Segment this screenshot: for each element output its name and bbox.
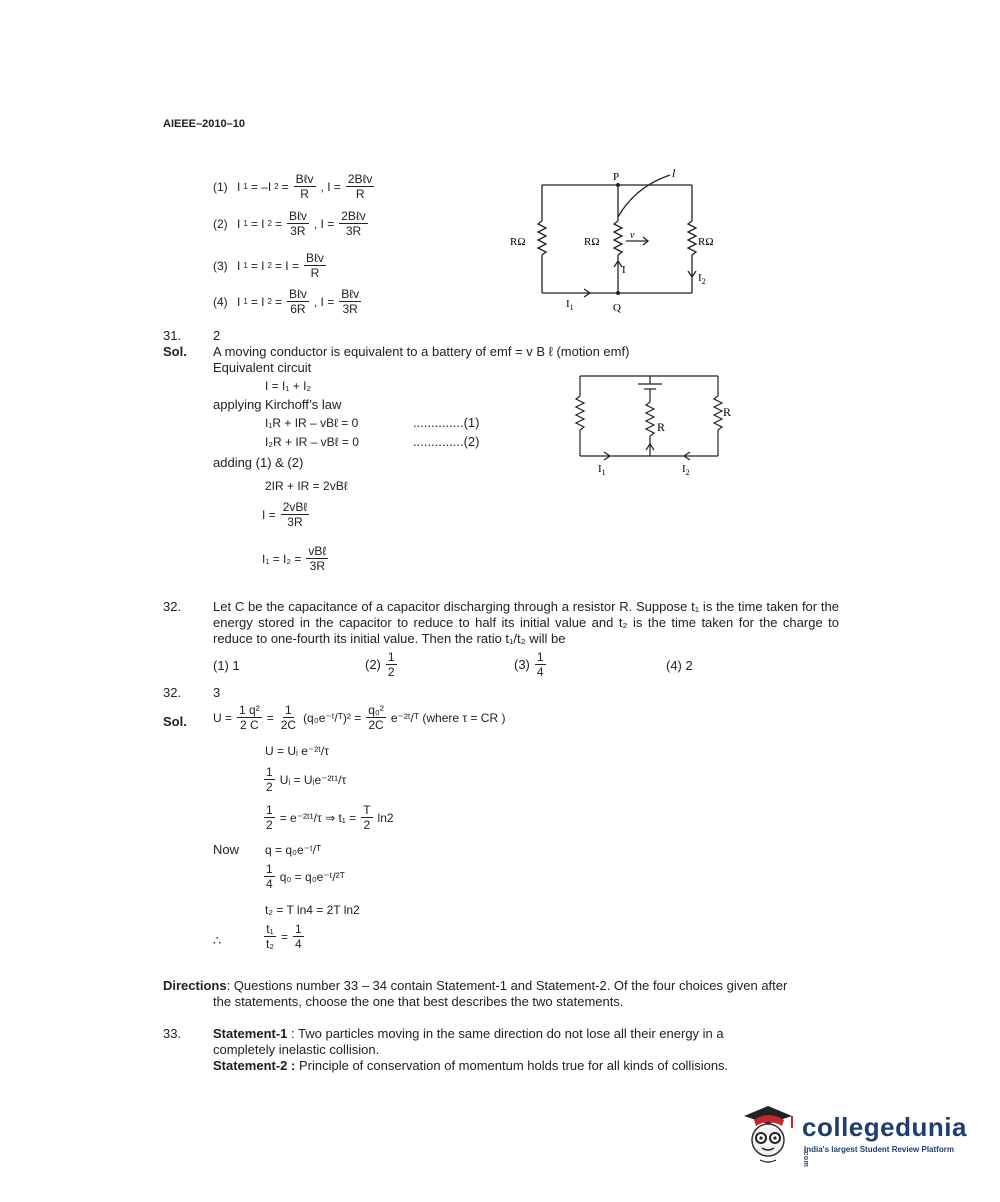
logo-tagline: India's largest Student Review Platform — [804, 1145, 954, 1154]
label-p: P — [613, 171, 620, 183]
option-4: (4) I 1 = I 2 = $\frac{\text{Bℓv}}{6R}$ , I = $\frac{\text{Bℓv}}{3R}$ — [213, 287, 360, 316]
q32-option-3: (3) $\frac{1}{4}$ — [514, 650, 544, 679]
q31-sol-label: Sol. — [163, 344, 187, 359]
option-2: (2) I 1 = I 2 = $\frac{\text{Bℓv}}{3R}$ , I = $\frac{\text{2Bℓv}}{3R}$ — [213, 209, 366, 238]
q32-sol-eq3: $\frac{1}{2}$ Uᵢ = Uᵢe⁻²ᵗ¹/τ — [266, 765, 347, 794]
circuit2-label-r-middle: R — [657, 420, 666, 434]
q32-sol-eq2: U = Uᵢ e⁻²ᵗ/τ — [265, 744, 329, 758]
directions-line1: Directions: Questions number 33 – 34 contain Statement-1 and Statement-2. Of the four choices given after — [163, 978, 788, 993]
q32-text: Let C be the capacitance of a capacitor discharging through a resistor R. Suppose t₁ is the time taken for the energy stored in the capacitor to reduce to half its initial value and t₂ is the time taken for the charge to reduce to one-fourth its initial value. Then the ratio t₁/t₂ will be — [213, 599, 839, 646]
q31-eq-d: I = $\frac{\text{2vBℓ}}{3R}$ — [262, 500, 308, 529]
circuit2-label-i2: $I_2$ — [682, 463, 690, 477]
q33-statement-1-cont: completely inelastic collision. — [213, 1042, 380, 1057]
page-header: AIEEE–2010–10 — [163, 118, 245, 130]
q32-number: 32. — [163, 599, 182, 614]
logo-wordmark: collegedunia.com — [802, 1112, 967, 1167]
q33-number: 33. — [163, 1026, 182, 1041]
label-i: I — [622, 264, 626, 276]
q32-sol-label: Sol. — [163, 714, 187, 729]
q31-kirchoff: applying Kirchoff’s law — [213, 397, 342, 412]
q32-sol-eq4: $\frac{1}{2}$ = e⁻²ᵗ¹/τ ⇒ t₁ = $\frac{T}{2}$ ln2 — [266, 803, 394, 832]
q32-option-2: (2) $\frac{1}{2}$ — [365, 650, 395, 679]
q32-sol-eq5: q = q₀e⁻ᵗ/ᵀ — [265, 843, 322, 857]
therefore-symbol: ∴ — [213, 933, 222, 948]
q32-option-4: (4) 2 — [666, 658, 693, 673]
option-3: (3) I 1 = I 2 = I = $\frac{\text{Bℓv}}{R}$ — [213, 251, 324, 280]
q32-option-1: (1) 1 — [213, 658, 240, 673]
q31-line1: A moving conductor is equivalent to a battery of emf = v B ℓ (motion emf) — [213, 344, 630, 359]
q32-now: Now — [213, 842, 240, 857]
q32-sol-eq8: $\frac{\text{t₁}}{\text{t₂}}$ = $\frac{1}{4}$ — [266, 922, 302, 951]
q31-line2: Equivalent circuit — [213, 360, 312, 375]
label-l: l — [672, 166, 676, 180]
q31-adding: adding (1) & (2) — [213, 455, 304, 470]
q32-sol-number: 32. — [163, 685, 182, 700]
circuit-diagram-1 — [500, 165, 730, 325]
circuit-diagram-2 — [560, 370, 750, 480]
label-r-left: RΩ — [510, 236, 526, 248]
q31-eq-b: I₂R + IR – vBℓ = 0 — [265, 435, 359, 449]
q31-eq-e: I₁ = I₂ = $\frac{\text{vBℓ}}{3R}$ — [262, 544, 327, 573]
q32-sol-eq6: $\frac{1}{4}$ q₀ = q₀e⁻ᵗ/²ᵀ — [266, 862, 345, 891]
q32-sol-eq7: t₂ = T ln4 = 2T ln2 — [265, 903, 360, 917]
label-v: v — [630, 230, 635, 241]
circuit2-label-i1: $I_1$ — [598, 463, 606, 477]
label-i2: $I_2$ — [698, 272, 706, 286]
q32-sol-eq1: U = $\frac{\text{1 q²}}{2 C}$ = $\frac{1}{2C}$ (q₀e⁻ᵗ/ᵀ)² = $\frac{\text{q₀²}}{2C}$ e⁻²ᵗ/ᵀ (where τ = CR ) — [213, 703, 506, 732]
q33-statement-1: Statement-1 : Two particles moving in the same direction do not lose all their energy in a — [213, 1026, 724, 1041]
q31-eq-a: I₁R + IR – vBℓ = 0 — [265, 416, 359, 430]
q31-answer: 2 — [213, 328, 221, 343]
label-i1: $I_1$ — [566, 298, 574, 312]
q31-dots-b: ..............(2) — [413, 434, 480, 449]
collegedunia-logo — [738, 1098, 968, 1168]
label-r-middle: RΩ — [584, 236, 600, 248]
directions-line2: the statements, choose the one that best describes the two statements. — [213, 994, 624, 1009]
q31-number: 31. — [163, 328, 182, 343]
circuit2-label-r-right: R — [723, 405, 732, 419]
label-r-right: RΩ — [698, 236, 714, 248]
mascot-icon — [738, 1102, 802, 1166]
q31-eq-c: 2IR + IR = 2vBℓ — [265, 479, 348, 493]
q31-dots-a: ..............(1) — [413, 415, 480, 430]
q33-statement-2: Statement-2 : Principle of conservation of momentum holds true for all kinds of collisions. — [213, 1058, 729, 1073]
option-1: (1) I 1 = –I 2 = $\frac{\text{Bℓv}}{R}$ , I = $\frac{\text{2Bℓv}}{R}$ — [213, 172, 373, 201]
label-q: Q — [613, 302, 621, 314]
q31-eq-sum: I = I₁ + I₂ — [265, 379, 312, 393]
q32-answer: 3 — [213, 685, 221, 700]
